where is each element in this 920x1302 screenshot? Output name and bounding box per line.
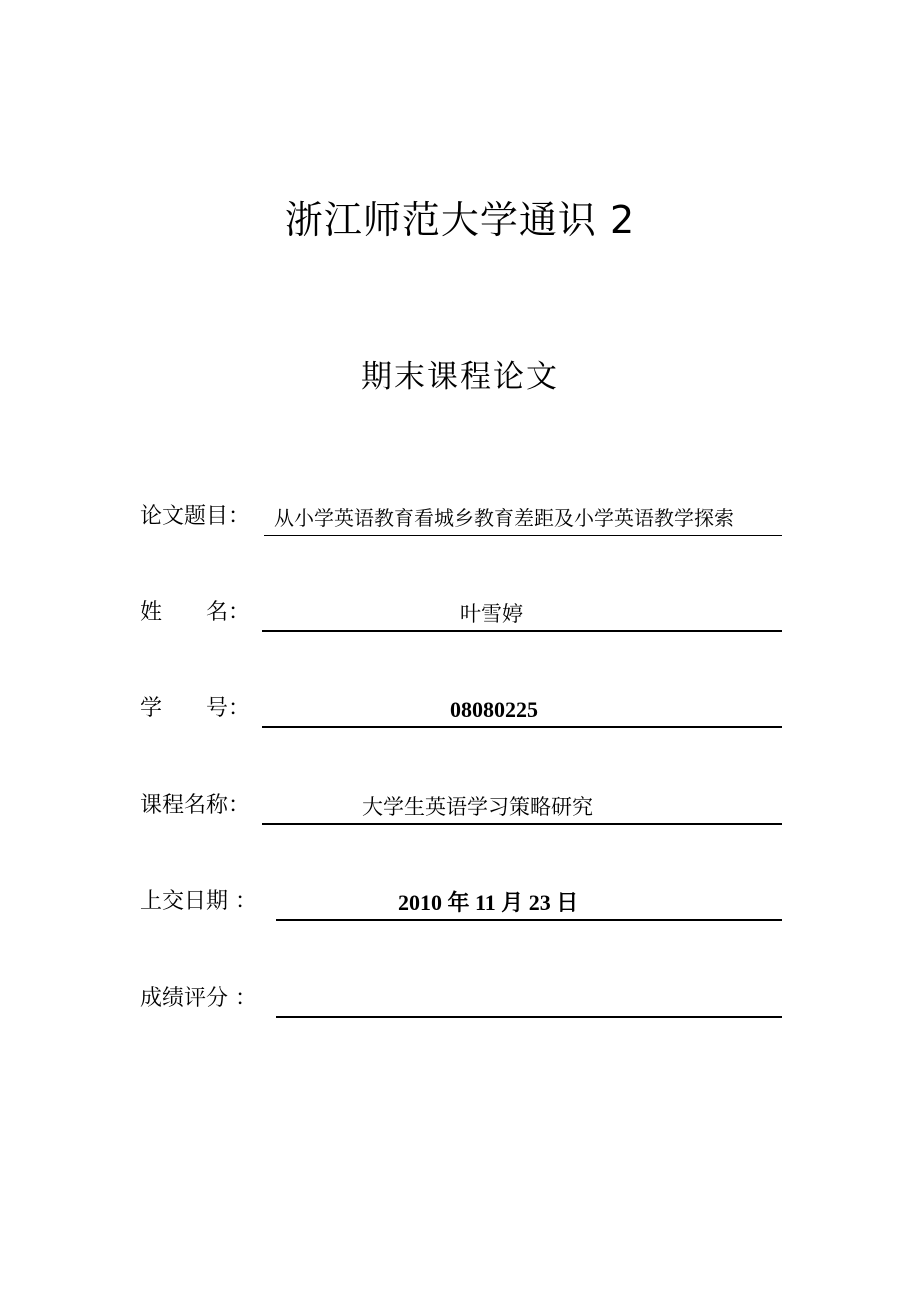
field-value-date: 2010 年 11 月 23 日 xyxy=(398,890,579,915)
field-label-paper-title: 论文题目： xyxy=(140,504,251,529)
field-label-student-id: 学 号： xyxy=(140,696,251,721)
field-name xyxy=(140,592,782,632)
field-course xyxy=(140,785,782,825)
field-date xyxy=(140,881,782,921)
field-grade xyxy=(140,978,782,1018)
field-value-course: 大学生英语学习策略研究 xyxy=(362,795,593,819)
field-label-date: 上交日期 ： xyxy=(140,889,257,914)
field-label-grade: 成绩评分 ： xyxy=(140,986,257,1011)
field-label-name: 姓 名： xyxy=(140,600,251,625)
paper-type-title: 期末课程论文 xyxy=(361,359,559,395)
field-paper-title xyxy=(140,496,782,536)
field-student-id xyxy=(140,688,782,728)
field-value-paper-title: 从小学英语教育看城乡教育差距及小学英语教学探索 xyxy=(274,506,734,530)
field-label-course: 课程名称： xyxy=(140,793,251,818)
university-title: 浙江师范大学通识 2 xyxy=(284,198,636,242)
field-value-student-id: 08080225 xyxy=(450,697,538,722)
underline-grade xyxy=(276,980,782,1018)
field-value-name: 叶雪婷 xyxy=(460,602,523,626)
